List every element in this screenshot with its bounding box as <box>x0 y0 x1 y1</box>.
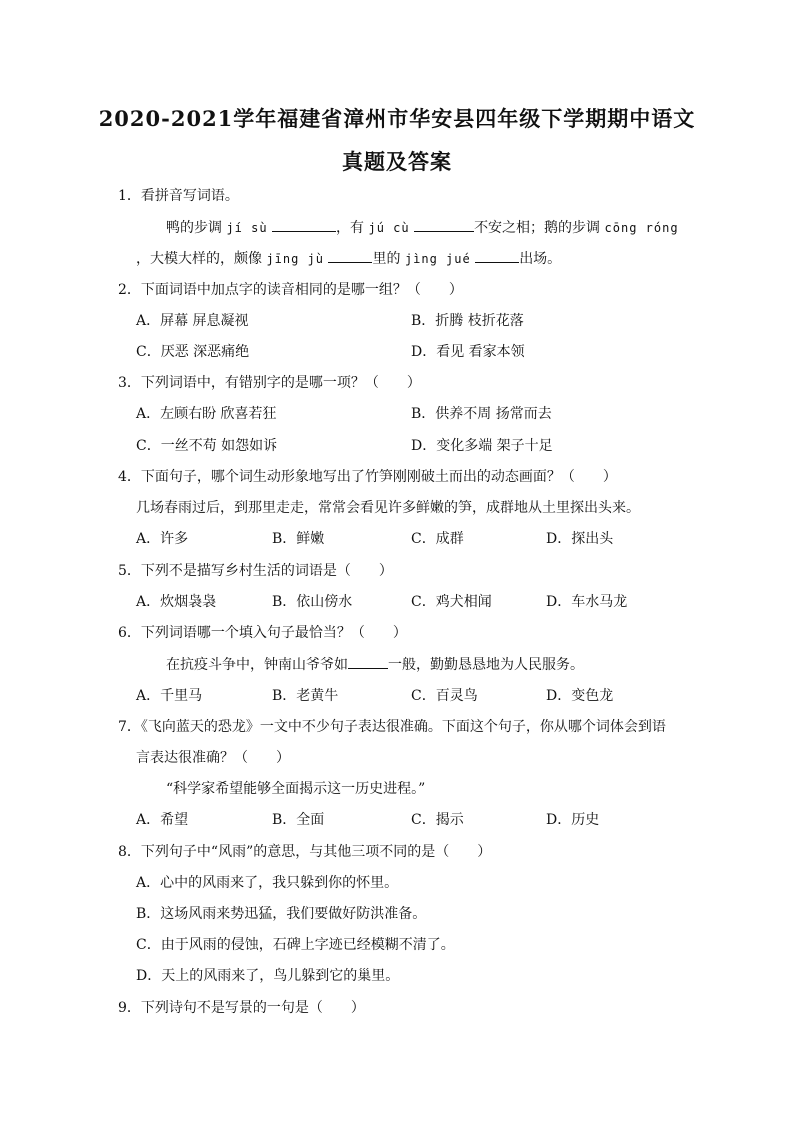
q1-blank-3[interactable] <box>328 248 372 263</box>
q6-stem: 6．下列词语哪一个填入句子最恰当？（ ） <box>118 625 407 641</box>
q2-option-c[interactable]: C．厌恶 深恶痛绝 <box>136 344 250 360</box>
q4-option-c[interactable]: C．成群 <box>411 531 464 547</box>
q7-option-b[interactable]: B．全面 <box>272 812 325 828</box>
q4-option-b[interactable]: B．鲜嫩 <box>272 531 325 547</box>
q1-blank-1[interactable] <box>272 217 336 232</box>
q4-stem: 4．下面句子，哪个词生动形象地写出了竹笋刚刚破土而出的动态画面？（ ） <box>118 469 617 485</box>
q1-blank-2[interactable] <box>414 217 474 232</box>
q1-l1-a: 鸭的步调 <box>166 220 222 236</box>
q3-option-a[interactable]: A．左顾右盼 欣喜若狂 <box>136 406 277 422</box>
q6-text <box>166 654 584 675</box>
q8-option-b[interactable]: B．这场风雨来势迅猛，我们要做好防洪准备。 <box>136 906 427 922</box>
doc-title-line1: 2020-2021学年福建省漳州市华安县四年级下学期期中语文 <box>98 106 696 131</box>
q4-option-a[interactable]: A．许多 <box>136 531 189 547</box>
q4-text: 几场春雨过后，到那里走走，常常会看见许多鲜嫩的笋，成群地从土里探出头来。 <box>136 500 640 516</box>
q6-option-b[interactable]: B．老黄牛 <box>272 688 339 704</box>
q6-option-d[interactable]: D．变色龙 <box>546 688 614 704</box>
q2-option-b[interactable]: B．折腾 枝折花落 <box>411 313 524 329</box>
q3-stem: 3．下列词语中，有错别字的是哪一项？（ ） <box>118 375 421 391</box>
q3-option-d[interactable]: D．变化多端 架子十足 <box>411 438 553 454</box>
q7-option-c[interactable]: C．揭示 <box>411 812 464 828</box>
q6-option-a[interactable]: A．千里马 <box>136 688 203 704</box>
q6-blank[interactable] <box>348 654 388 669</box>
q8-option-d[interactable]: D．天上的风雨来了，鸟儿躲到它的巢里。 <box>136 968 400 984</box>
q6-text-b: 一般，勤勤恳恳地为人民服务。 <box>388 657 584 673</box>
q1-line1 <box>166 217 679 238</box>
q7-option-d[interactable]: D．历史 <box>546 812 600 828</box>
q7-option-a[interactable]: A．希望 <box>136 812 189 828</box>
q3-option-b[interactable]: B．供养不周 扬常而去 <box>411 406 552 422</box>
q1-pinyin-5: jìng jué <box>404 252 471 266</box>
q1-stem: 1．看拼音写词语。 <box>118 188 239 204</box>
q9-stem: 9．下列诗句不是写景的一句是（ ） <box>118 1000 365 1016</box>
q2-option-a[interactable]: A．屏幕 屏息凝视 <box>136 313 249 329</box>
q1-l2-c: 出场。 <box>519 251 562 267</box>
q8-stem: 8．下列句子中“风雨”的意思，与其他三项不同的是（ ） <box>118 844 492 860</box>
q5-option-c[interactable]: C．鸡犬相闻 <box>411 594 492 610</box>
q7-stem-cont: 言表达很准确？（ ） <box>136 750 290 766</box>
q7-text: “科学家希望能够全面揭示这一历史进程。” <box>166 781 426 797</box>
q1-pinyin-3: cōng róng <box>604 221 679 235</box>
q1-blank-4[interactable] <box>475 248 519 263</box>
q5-option-d[interactable]: D．车水马龙 <box>546 594 628 610</box>
q1-pinyin-1: jí sù <box>226 221 268 235</box>
q1-l1-b: ，有 <box>336 220 365 236</box>
q1-l2-a: ，大模大样的，颇像 <box>136 251 262 267</box>
q5-option-b[interactable]: B．依山傍水 <box>272 594 353 610</box>
q2-stem: 2．下面词语中加点字的读音相同的是哪一组？（ ） <box>118 282 463 298</box>
doc-title-line2: 真题及答案 <box>342 149 452 174</box>
q1-pinyin-4: jīng jù <box>266 252 325 266</box>
q4-option-d[interactable]: D．探出头 <box>546 531 614 547</box>
q1-pinyin-2: jú cù <box>368 221 410 235</box>
q6-text-a: 在抗疫斗争中，钟南山爷爷如 <box>166 657 348 673</box>
q2-option-d[interactable]: D．看见 看家本领 <box>411 344 525 360</box>
q1-l1-c: 不安之相；鹅的步调 <box>474 220 601 236</box>
q8-option-c[interactable]: C．由于风雨的侵蚀，石碑上字迹已经模糊不清了。 <box>136 937 455 953</box>
q6-option-c[interactable]: C．百灵鸟 <box>411 688 478 704</box>
q1-l2-b: 里的 <box>372 251 401 267</box>
q5-stem: 5．下列不是描写乡村生活的词语是（ ） <box>118 563 393 579</box>
q3-option-c[interactable]: C．一丝不苟 如怨如诉 <box>136 438 278 454</box>
q5-option-a[interactable]: A．炊烟袅袅 <box>136 594 217 610</box>
q1-line2 <box>136 248 561 269</box>
q7-stem: 7．《飞向蓝天的恐龙》一文中不少句子表达很准确。下面这个句子，你从哪个词体会到语 <box>118 719 666 735</box>
q8-option-a[interactable]: A．心中的风雨来了，我只躲到你的怀里。 <box>136 875 399 891</box>
